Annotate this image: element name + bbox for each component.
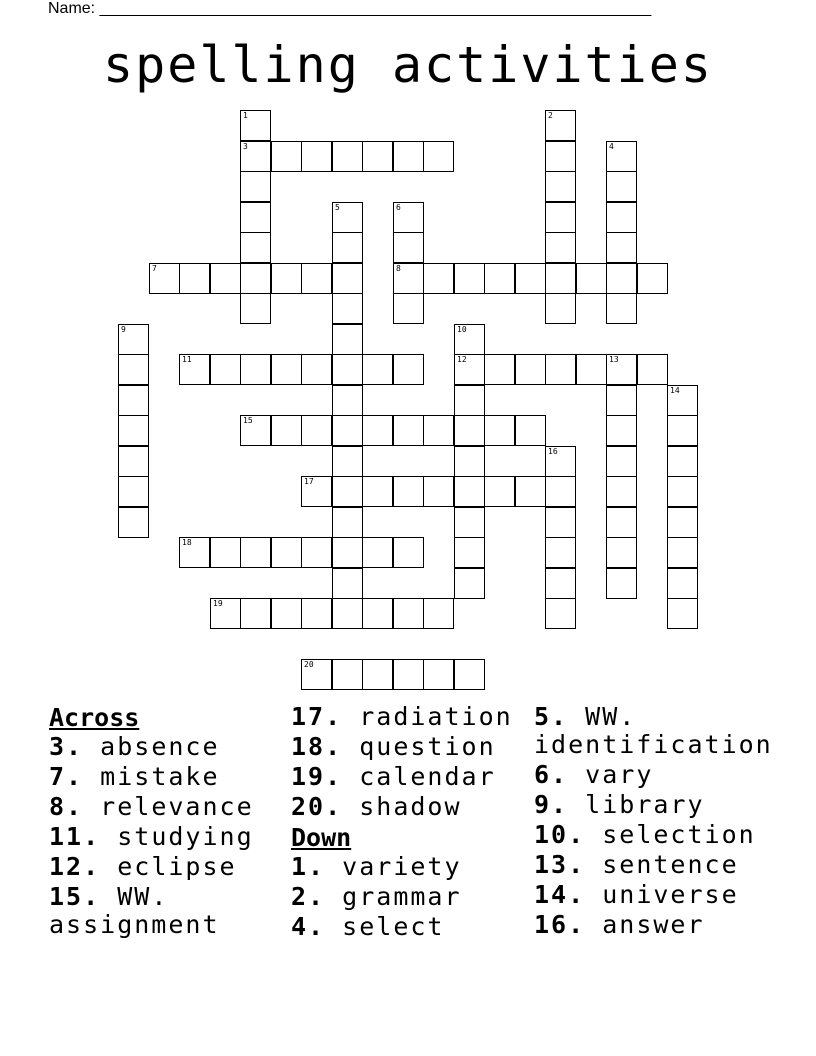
grid-cell[interactable]	[454, 568, 485, 599]
grid-cell[interactable]	[606, 171, 637, 202]
grid-cell[interactable]	[576, 354, 607, 385]
grid-cell[interactable]	[393, 141, 424, 172]
grid-cell[interactable]	[454, 659, 485, 690]
grid-cell[interactable]	[301, 415, 332, 446]
grid-cell[interactable]	[301, 354, 332, 385]
clues-column-3	[534, 703, 804, 941]
clue-number: 16	[548, 447, 558, 456]
grid-cell[interactable]	[301, 659, 332, 690]
grid-cell[interactable]	[515, 415, 546, 446]
grid-cell[interactable]	[240, 171, 271, 202]
across-clue: 18. question	[291, 732, 496, 761]
clue-number: 18	[182, 538, 192, 547]
grid-cell[interactable]	[545, 598, 576, 629]
grid-cell[interactable]	[667, 568, 698, 599]
clue-number: 10	[457, 325, 467, 334]
clue-number: 8	[396, 264, 401, 273]
grid-cell[interactable]	[271, 415, 302, 446]
grid-cell[interactable]	[240, 537, 271, 568]
down-clue: 14. universe	[534, 880, 739, 909]
clue-number: 4	[609, 142, 614, 151]
grid-cell[interactable]	[423, 598, 454, 629]
across-heading: Across	[49, 703, 140, 732]
grid-cell[interactable]	[454, 476, 485, 507]
grid-cell[interactable]	[271, 598, 302, 629]
grid-cell[interactable]	[210, 537, 241, 568]
down-clue: 10. selection	[534, 820, 756, 849]
clue-number: 13	[609, 355, 619, 364]
clues-column-1	[49, 703, 295, 941]
grid-cell[interactable]	[332, 598, 363, 629]
grid-cell[interactable]	[576, 263, 607, 294]
grid-cell[interactable]	[637, 263, 668, 294]
grid-cell[interactable]	[423, 263, 454, 294]
grid-cell[interactable]	[454, 415, 485, 446]
grid-cell[interactable]	[606, 354, 637, 385]
grid-cell[interactable]	[210, 263, 241, 294]
grid-cell[interactable]	[240, 415, 271, 446]
clue-number: 11	[182, 355, 192, 364]
grid-cell[interactable]	[545, 476, 576, 507]
grid-cell[interactable]	[332, 659, 363, 690]
clue-number: 9	[121, 325, 126, 334]
grid-cell[interactable]	[667, 446, 698, 477]
down-clue: 13. sentence	[534, 850, 739, 879]
grid-cell[interactable]	[240, 232, 271, 263]
grid-cell[interactable]	[606, 415, 637, 446]
grid-cell[interactable]	[332, 263, 363, 294]
down-clue: 4. select	[291, 912, 445, 941]
grid-cell[interactable]	[210, 598, 241, 629]
grid-cell[interactable]	[454, 324, 485, 355]
grid-cell[interactable]	[606, 568, 637, 599]
grid-cell[interactable]	[118, 385, 149, 416]
grid-cell[interactable]	[362, 659, 393, 690]
grid-cell[interactable]	[362, 141, 393, 172]
down-clue: 9. library	[534, 790, 705, 819]
grid-cell[interactable]	[118, 324, 149, 355]
grid-cell[interactable]	[332, 202, 363, 233]
grid-cell[interactable]	[454, 446, 485, 477]
grid-cell[interactable]	[667, 476, 698, 507]
grid-cell[interactable]	[667, 537, 698, 568]
grid-cell[interactable]	[118, 354, 149, 385]
grid-cell[interactable]	[545, 263, 576, 294]
grid-cell[interactable]	[393, 537, 424, 568]
grid-cell[interactable]	[637, 354, 668, 385]
grid-cell[interactable]	[240, 141, 271, 172]
grid-cell[interactable]	[393, 598, 424, 629]
grid-cell[interactable]	[515, 354, 546, 385]
grid-cell[interactable]	[179, 263, 210, 294]
across-clue: 20. shadow	[291, 792, 462, 821]
grid-cell[interactable]	[362, 598, 393, 629]
grid-cell[interactable]	[271, 263, 302, 294]
grid-cell[interactable]	[545, 110, 576, 141]
down-clue: 2. grammar	[291, 882, 462, 911]
grid-cell[interactable]	[332, 507, 363, 538]
clue-number: 7	[152, 264, 157, 273]
grid-cell[interactable]	[484, 415, 515, 446]
grid-cell[interactable]	[332, 415, 363, 446]
grid-cell[interactable]	[271, 354, 302, 385]
grid-cell[interactable]	[454, 537, 485, 568]
grid-cell[interactable]	[332, 141, 363, 172]
grid-cell[interactable]	[240, 354, 271, 385]
grid-cell[interactable]	[301, 598, 332, 629]
grid-cell[interactable]	[362, 476, 393, 507]
name-field[interactable]: Name: ______________________________________________________________	[48, 0, 652, 17]
down-clue: 16. answer	[534, 910, 705, 939]
across-clue: 8. relevance	[49, 792, 254, 821]
clue-number: 17	[304, 477, 314, 486]
grid-cell[interactable]	[332, 293, 363, 324]
grid-cell[interactable]	[118, 446, 149, 477]
grid-cell[interactable]	[606, 537, 637, 568]
grid-cell[interactable]	[545, 446, 576, 477]
grid-cell[interactable]	[667, 507, 698, 538]
grid-cell[interactable]	[515, 476, 546, 507]
across-clue: 19. calendar	[291, 762, 496, 791]
across-clue: 12. eclipse	[49, 852, 237, 881]
grid-cell[interactable]	[332, 324, 363, 355]
grid-cell[interactable]	[332, 537, 363, 568]
grid-cell[interactable]	[271, 141, 302, 172]
grid-cell[interactable]	[423, 415, 454, 446]
grid-cell[interactable]	[423, 141, 454, 172]
clue-number: 14	[670, 386, 680, 395]
grid-cell[interactable]	[545, 232, 576, 263]
grid-cell[interactable]	[393, 202, 424, 233]
grid-cell[interactable]	[606, 446, 637, 477]
clue-number: 5	[335, 203, 340, 212]
grid-cell[interactable]	[423, 659, 454, 690]
grid-cell[interactable]	[393, 263, 424, 294]
down-clue: 1. variety	[291, 852, 462, 881]
grid-cell[interactable]	[393, 476, 424, 507]
grid-cell[interactable]	[606, 141, 637, 172]
clue-number: 6	[396, 203, 401, 212]
grid-cell[interactable]	[240, 293, 271, 324]
clue-number: 20	[304, 660, 314, 669]
grid-cell[interactable]	[332, 446, 363, 477]
grid-cell[interactable]	[271, 537, 302, 568]
grid-cell[interactable]	[606, 293, 637, 324]
grid-cell[interactable]	[545, 293, 576, 324]
clue-number: 1	[243, 111, 248, 120]
grid-cell[interactable]	[545, 141, 576, 172]
grid-cell[interactable]	[301, 537, 332, 568]
grid-cell[interactable]	[454, 385, 485, 416]
grid-cell[interactable]	[606, 202, 637, 233]
grid-cell[interactable]	[667, 598, 698, 629]
grid-cell[interactable]	[362, 537, 393, 568]
grid-cell[interactable]	[240, 110, 271, 141]
grid-cell[interactable]	[606, 385, 637, 416]
grid-cell[interactable]	[667, 415, 698, 446]
across-clue: 11. studying	[49, 822, 254, 851]
grid-cell[interactable]	[240, 202, 271, 233]
grid-cell[interactable]	[332, 385, 363, 416]
grid-cell[interactable]	[454, 263, 485, 294]
grid-cell[interactable]	[606, 232, 637, 263]
grid-cell[interactable]	[179, 354, 210, 385]
clue-number: 12	[457, 355, 467, 364]
grid-cell[interactable]	[118, 415, 149, 446]
across-clue: 15. WW. assignment	[49, 882, 220, 939]
grid-cell[interactable]	[179, 537, 210, 568]
grid-cell[interactable]	[423, 476, 454, 507]
grid-cell[interactable]	[545, 202, 576, 233]
down-clue: 5. WW. identification	[534, 702, 773, 759]
across-clue: 17. radiation	[291, 702, 513, 731]
clue-number: 15	[243, 416, 253, 425]
grid-cell[interactable]	[515, 263, 546, 294]
grid-cell[interactable]	[362, 415, 393, 446]
clue-number: 2	[548, 111, 553, 120]
grid-cell[interactable]	[606, 263, 637, 294]
grid-cell[interactable]	[301, 263, 332, 294]
grid-cell[interactable]	[149, 263, 180, 294]
grid-cell[interactable]	[545, 507, 576, 538]
grid-cell[interactable]	[240, 598, 271, 629]
page-title: spelling activities	[103, 36, 713, 94]
grid-cell[interactable]	[545, 537, 576, 568]
across-clue: 3. absence	[49, 732, 220, 761]
grid-cell[interactable]	[362, 354, 393, 385]
grid-cell[interactable]	[484, 263, 515, 294]
grid-cell[interactable]	[393, 354, 424, 385]
clue-number: 19	[213, 599, 223, 608]
grid-cell[interactable]	[545, 568, 576, 599]
grid-cell[interactable]	[545, 171, 576, 202]
grid-cell[interactable]	[240, 263, 271, 294]
grid-cell[interactable]	[301, 141, 332, 172]
grid-cell[interactable]	[484, 476, 515, 507]
grid-cell[interactable]	[606, 507, 637, 538]
grid-cell[interactable]	[393, 415, 424, 446]
grid-cell[interactable]	[454, 507, 485, 538]
grid-cell[interactable]	[393, 293, 424, 324]
grid-cell[interactable]	[606, 476, 637, 507]
across-clue: 7. mistake	[49, 762, 220, 791]
grid-cell[interactable]	[118, 476, 149, 507]
down-clue: 6. vary	[534, 760, 654, 789]
grid-cell[interactable]	[454, 354, 485, 385]
grid-cell[interactable]	[545, 354, 576, 385]
grid-cell[interactable]	[332, 354, 363, 385]
grid-cell[interactable]	[484, 354, 515, 385]
grid-cell[interactable]	[332, 232, 363, 263]
grid-cell[interactable]	[332, 568, 363, 599]
grid-cell[interactable]	[301, 476, 332, 507]
down-heading: Down	[291, 823, 352, 852]
grid-cell[interactable]	[393, 232, 424, 263]
grid-cell[interactable]	[118, 507, 149, 538]
clue-number: 3	[243, 142, 248, 151]
grid-cell[interactable]	[667, 385, 698, 416]
grid-cell[interactable]	[210, 354, 241, 385]
clues-column-2	[291, 703, 537, 943]
grid-cell[interactable]	[393, 659, 424, 690]
grid-cell[interactable]	[332, 476, 363, 507]
